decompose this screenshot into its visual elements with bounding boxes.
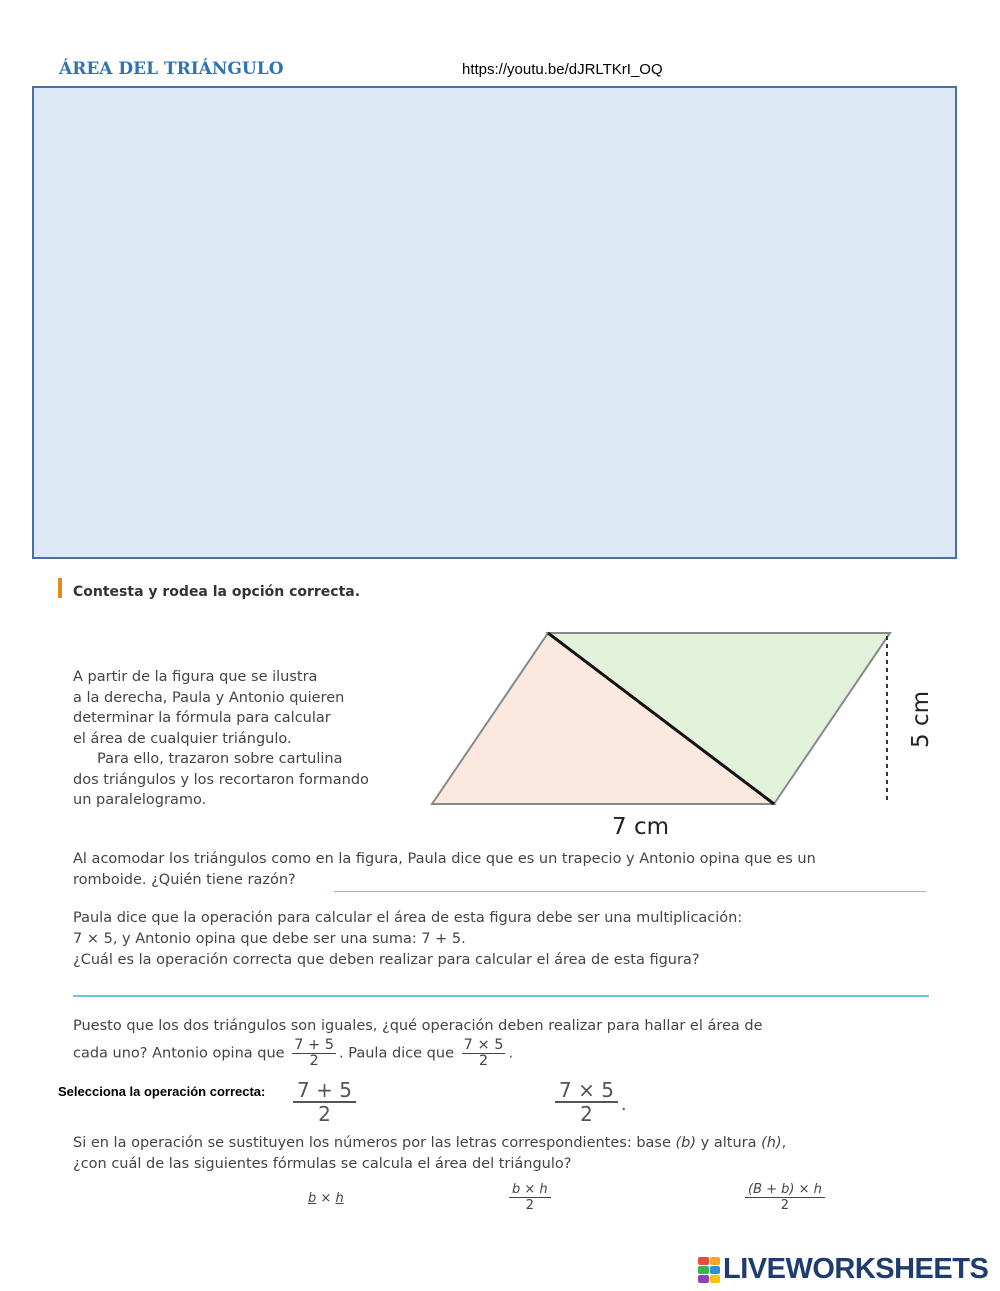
question-3 [73, 1016, 953, 1069]
intro-line: A partir de la figura que se ilustra [73, 669, 318, 685]
page-title: ÁREA DEL TRIÁNGULO [59, 59, 284, 79]
question-2-line: ¿Cuál es la operación correcta que deben realizar para calcular el área de esta figura? [73, 952, 700, 968]
question-1-line: romboide. ¿Quién tiene razón? [73, 872, 296, 888]
antonio-fraction: $\frac{7 + 5}{2}$ [294, 1037, 335, 1069]
question-3-text: . [508, 1045, 514, 1062]
paula-fraction: $\frac{7 \times 5}{2}$ [463, 1037, 504, 1069]
question-3-text: . Paula dice que [339, 1045, 454, 1062]
base-label: 7 cm [612, 814, 669, 840]
answer-line-1[interactable] [334, 891, 926, 892]
option-product-fraction[interactable]: $\frac{7 \times 5}{2}$ [555, 1079, 618, 1125]
liveworksheets-logo [698, 1253, 988, 1286]
height-variable: (h) [761, 1135, 782, 1151]
question-1 [73, 849, 953, 891]
option-sum-fraction[interactable]: $\frac{7 + 5}{2}$ [293, 1079, 356, 1125]
question-4-line: ¿con cuál de las siguientes fórmulas se calcula el área del triángulo? [73, 1156, 572, 1172]
brand-name: LIVEWORKSHEETS [723, 1253, 989, 1285]
question-3-text: cada uno? Antonio opina que [73, 1045, 285, 1062]
intro-line: Para ello, trazaron sobre cartulina [97, 751, 343, 767]
base-variable: (b) [675, 1135, 697, 1151]
video-embed[interactable] [32, 86, 957, 559]
video-url[interactable]: https://youtu.be/dJRLTKrI_OQ [462, 61, 663, 78]
question-1-line: Al acomodar los triángulos como en la figura, Paula dice que es un trapecio y Antonio opina que es un [73, 851, 816, 867]
select-label: Selecciona la operación correcta: [58, 1084, 266, 1099]
question-3-line: Puesto que los dos triángulos son iguales, ¿qué operación deben realizar para hallar el área de [73, 1018, 763, 1034]
question-2-line: Paula dice que la operación para calcular el área de esta figura debe ser una multiplicación: [73, 910, 743, 926]
question-4: Si en la operación se sustituyen los números por las letras correspondientes: base (b) y altura (h), ¿con cuál de las siguientes fórmulas se calcula el área del triángulo? [73, 1133, 953, 1175]
intro-paragraph [73, 667, 413, 811]
question-2-line: 7 × 5, y Antonio opina que debe ser una suma: 7 + 5. [73, 931, 466, 947]
intro-line: el área de cualquier triángulo. [73, 730, 292, 747]
intro-line: un paralelogramo. [73, 792, 207, 808]
intro-line: determinar la fórmula para calcular [73, 710, 331, 726]
height-label: 5 cm [908, 691, 934, 748]
formula-b-times-h[interactable]: b × h [308, 1191, 344, 1206]
answer-line-2[interactable] [73, 995, 929, 997]
logo-icon [698, 1257, 720, 1283]
intro-line: a la derecha, Paula y Antonio quieren [73, 689, 345, 706]
intro-line: dos triángulos y los recortaron formando [73, 771, 369, 788]
formula-trapezoid[interactable]: $\frac{(B + b) \times h}{2}$ [745, 1182, 825, 1213]
question-2 [73, 908, 953, 971]
option-product[interactable]: $\frac{7 \times 5}{2}$ . [552, 1079, 627, 1125]
parallelogram-figure [420, 620, 960, 850]
section-marker [58, 578, 62, 598]
instruction-text: Contesta y rodea la opción correcta. [73, 584, 361, 600]
formula-b-times-h-over-2[interactable]: $\frac{b \times h}{2}$ [509, 1182, 551, 1213]
